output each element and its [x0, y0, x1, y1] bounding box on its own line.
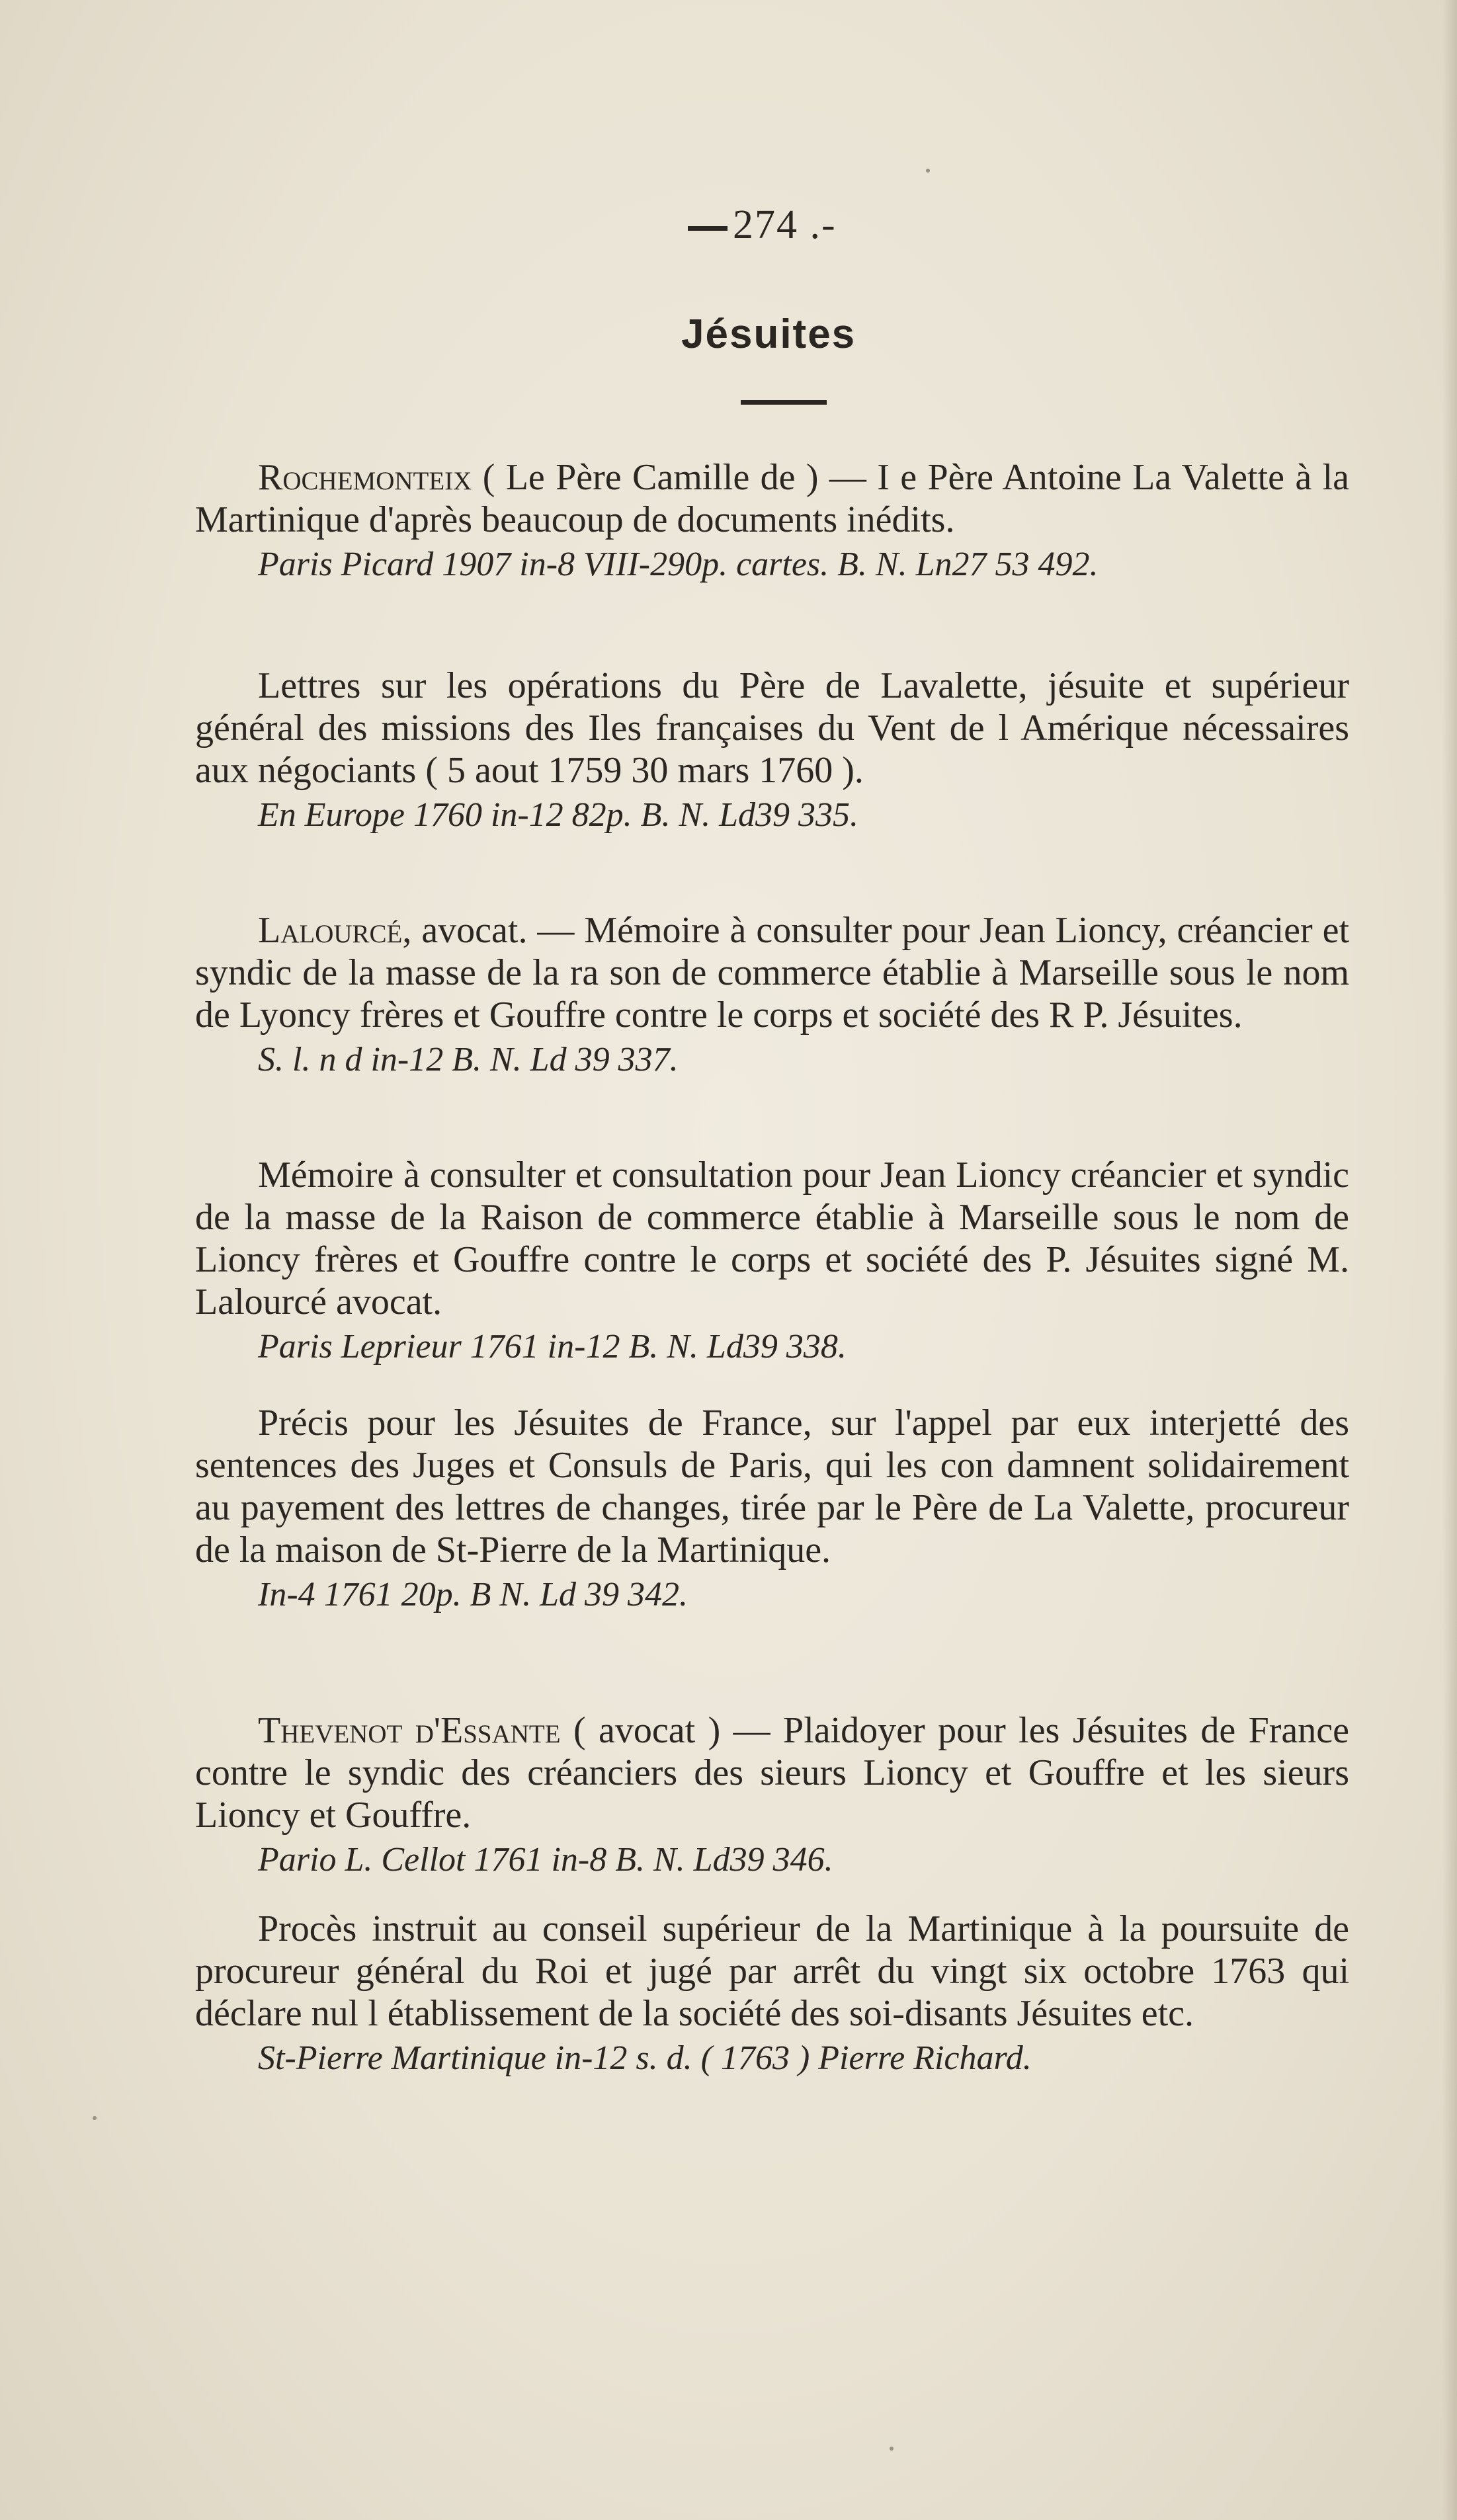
entry-body: Précis pour les Jésuites de France, sur l'appel par eux interjetté des sentences des Juges et Consuls de Paris, qui les con damnent solidairement au payement des lettres de changes, tirée par le Père de La Valette, procureur de la maison de St-Pierre de la Martinique.: [195, 1402, 1349, 1570]
entry-reference: Paris Leprieur 1761 in-12 B. N. Ld39 338.: [258, 1328, 847, 1365]
entry-reference: S. l. n d in-12 B. N. Ld 39 337.: [258, 1041, 679, 1078]
entry-body: Lettres sur les opérations du Père de Lavalette, jésuite et supérieur général des missions des Iles françaises du Vent de l Amérique nécessaires aux négociants ( 5 aout 1759 30 mars 1760 ).: [195, 665, 1349, 791]
entry-reference: In-4 1761 20p. B N. Ld 39 342.: [258, 1576, 688, 1613]
paper-speck: [890, 2447, 894, 2451]
entry-body: ( avocat ) — Plaidoyer pour les Jésuites de France contre le syndic des créanciers des sieurs Lioncy et Gouffre et les sieurs Lioncy et Gouffre.: [195, 1710, 1349, 1836]
paper-speck: [93, 2116, 97, 2120]
entry-text: [195, 909, 1349, 1036]
page-edge: [1442, 0, 1457, 2520]
entry-body: avocat. — Mémoire à consulter pour Jean Lioncy, créancier et syndic de la masse de la ra son de commerce établie à Marseille sous le nom de Lyoncy frères et Gouffre contre le corps et société des R P. Jésuites.: [195, 910, 1350, 1036]
entry-body: Procès instruit au conseil supérieur de la Martinique à la poursuite de procureur général du Roi et jugé par arrêt du vingt six octobre 1763 qui déclare nul l établissement de la société des soi-disants Jésuites etc.: [195, 1908, 1349, 2034]
entry-body: ( Le Père Camille de ) — I e Père Antoine La Valette à la Martinique d'après beaucoup de documents inédits.: [195, 457, 1349, 540]
entry-body: Mémoire à consulter et consultation pour Jean Lioncy créancier et syndic de la masse de la Raison de commerce établie à Marseille sous le nom de Lioncy frères et Gouffre contre le corps et société des P. Jésuites signé M. Lalourcé avocat.: [195, 1155, 1349, 1322]
page-number: 274 .-: [688, 202, 837, 249]
entry-reference: En Europe 1760 in-12 82p. B. N. Ld39 335.: [258, 796, 859, 834]
bibliography-entry: [195, 665, 1349, 835]
entry-text: [195, 456, 1349, 541]
title-rule: [741, 400, 827, 405]
bibliography-entry: [195, 1402, 1349, 1615]
bibliography-entry: [195, 456, 1349, 585]
entry-author: Lalourcé,: [258, 910, 412, 951]
page-number-dash: [688, 226, 728, 231]
entry-reference: Pario L. Cellot 1761 in-8 B. N. Ld39 346.: [258, 1841, 833, 1879]
bibliography-entry: [195, 909, 1349, 1080]
bibliography-entry: [195, 1154, 1349, 1367]
entry-author: Rochemonteix: [258, 457, 472, 498]
section-title: Jésuites: [681, 311, 856, 357]
entry-reference: St-Pierre Martinique in-12 s. d. ( 1763 ) Pierre Richard.: [258, 2039, 1032, 2077]
entry-author: Thevenot d'Essante: [258, 1710, 561, 1751]
entry-text: [195, 1709, 1349, 1836]
entry-reference: Paris Picard 1907 in-8 VIII-290p. cartes. B. N. Ln27 53 492.: [258, 546, 1099, 583]
bibliography-entry: [195, 1709, 1349, 1880]
bibliography-entry: [195, 1908, 1349, 2078]
paper-speck: [926, 169, 930, 173]
page-number-text: 274: [733, 202, 798, 247]
